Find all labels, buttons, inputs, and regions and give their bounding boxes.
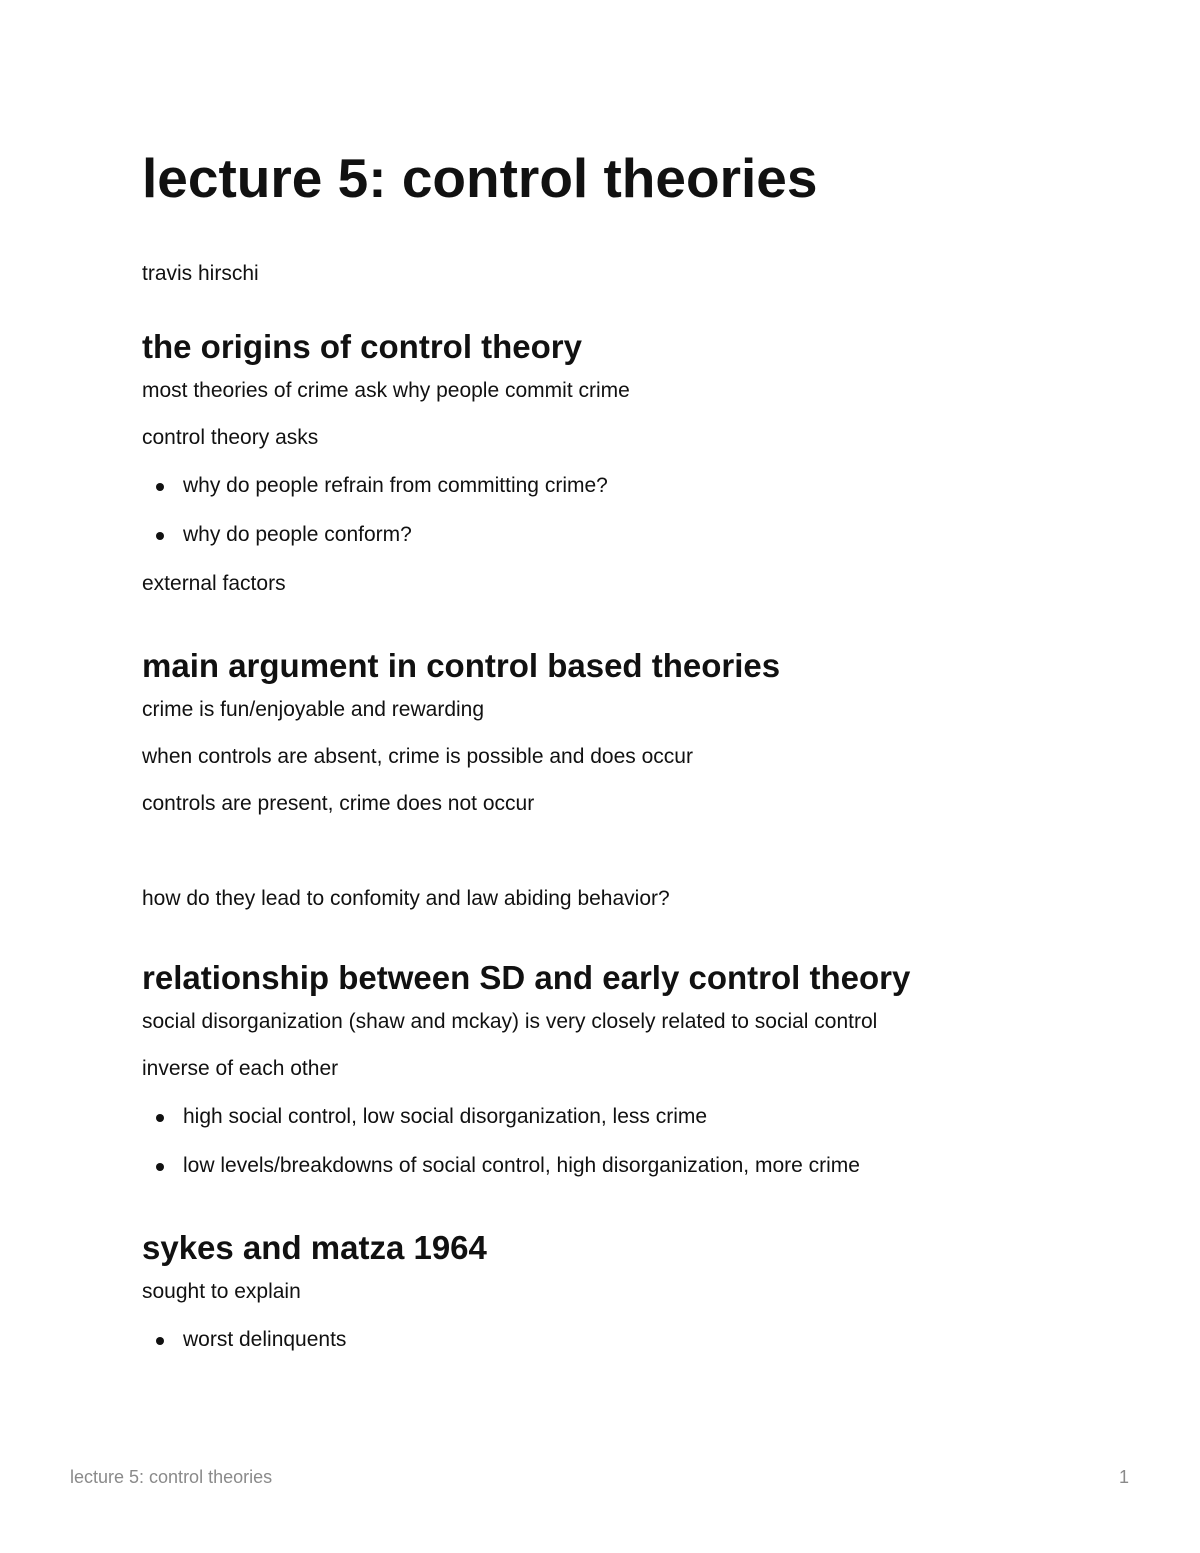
list-item xyxy=(142,1326,1082,1375)
paragraph: sought to explain xyxy=(142,1280,301,1303)
paragraph: external factors xyxy=(142,572,286,595)
section-sykes-and-matza xyxy=(142,1228,1082,1375)
list-item xyxy=(142,1103,1082,1152)
section-origins-of-control-theory xyxy=(142,327,1082,617)
section-heading: relationship between SD and early control theory xyxy=(142,959,911,996)
section-heading: sykes and matza 1964 xyxy=(142,1229,487,1266)
bullet-list xyxy=(142,1103,1082,1201)
bullet-icon xyxy=(156,1337,164,1345)
document-subtitle: travis hirschi xyxy=(142,262,259,285)
section-heading: the origins of control theory xyxy=(142,328,583,365)
list-item-text: why do people refrain from committing crime? xyxy=(183,474,608,497)
footer-title: lecture 5: control theories xyxy=(70,1467,273,1487)
list-item-text: why do people conform? xyxy=(183,523,412,546)
section-sd-and-early-control-theory xyxy=(142,958,1082,1201)
section-heading: main argument in control based theories xyxy=(142,647,781,684)
paragraph: when controls are absent, crime is possible and does occur xyxy=(142,745,693,768)
list-item xyxy=(142,1152,1082,1201)
list-item-text: low levels/breakdowns of social control, high disorganization, more crime xyxy=(183,1154,860,1177)
paragraph: how do they lead to confomity and law abiding behavior? xyxy=(142,887,670,910)
bullet-icon xyxy=(156,483,164,491)
bullet-icon xyxy=(156,1163,164,1171)
empty-paragraph xyxy=(142,837,1082,885)
list-item-text: high social control, low social disorganization, less crime xyxy=(183,1105,708,1128)
paragraph: controls are present, crime does not occur xyxy=(142,792,535,815)
paragraph: control theory asks xyxy=(142,426,319,449)
list-item-text: worst delinquents xyxy=(183,1328,347,1351)
list-item xyxy=(142,521,1082,570)
bullet-list xyxy=(142,472,1082,570)
paragraph: social disorganization (shaw and mckay) is very closely related to social control xyxy=(142,1010,878,1033)
section-main-argument xyxy=(142,646,1082,932)
footer-page-number: 1 xyxy=(1118,1467,1129,1487)
document-title: lecture 5: control theories xyxy=(142,147,818,209)
paragraph: inverse of each other xyxy=(142,1057,339,1080)
bullet-icon xyxy=(156,532,164,540)
list-item xyxy=(142,472,1082,521)
paragraph: most theories of crime ask why people commit crime xyxy=(142,379,630,402)
bullet-list xyxy=(142,1326,1082,1375)
bullet-icon xyxy=(156,1114,164,1122)
paragraph: crime is fun/enjoyable and rewarding xyxy=(142,698,485,721)
